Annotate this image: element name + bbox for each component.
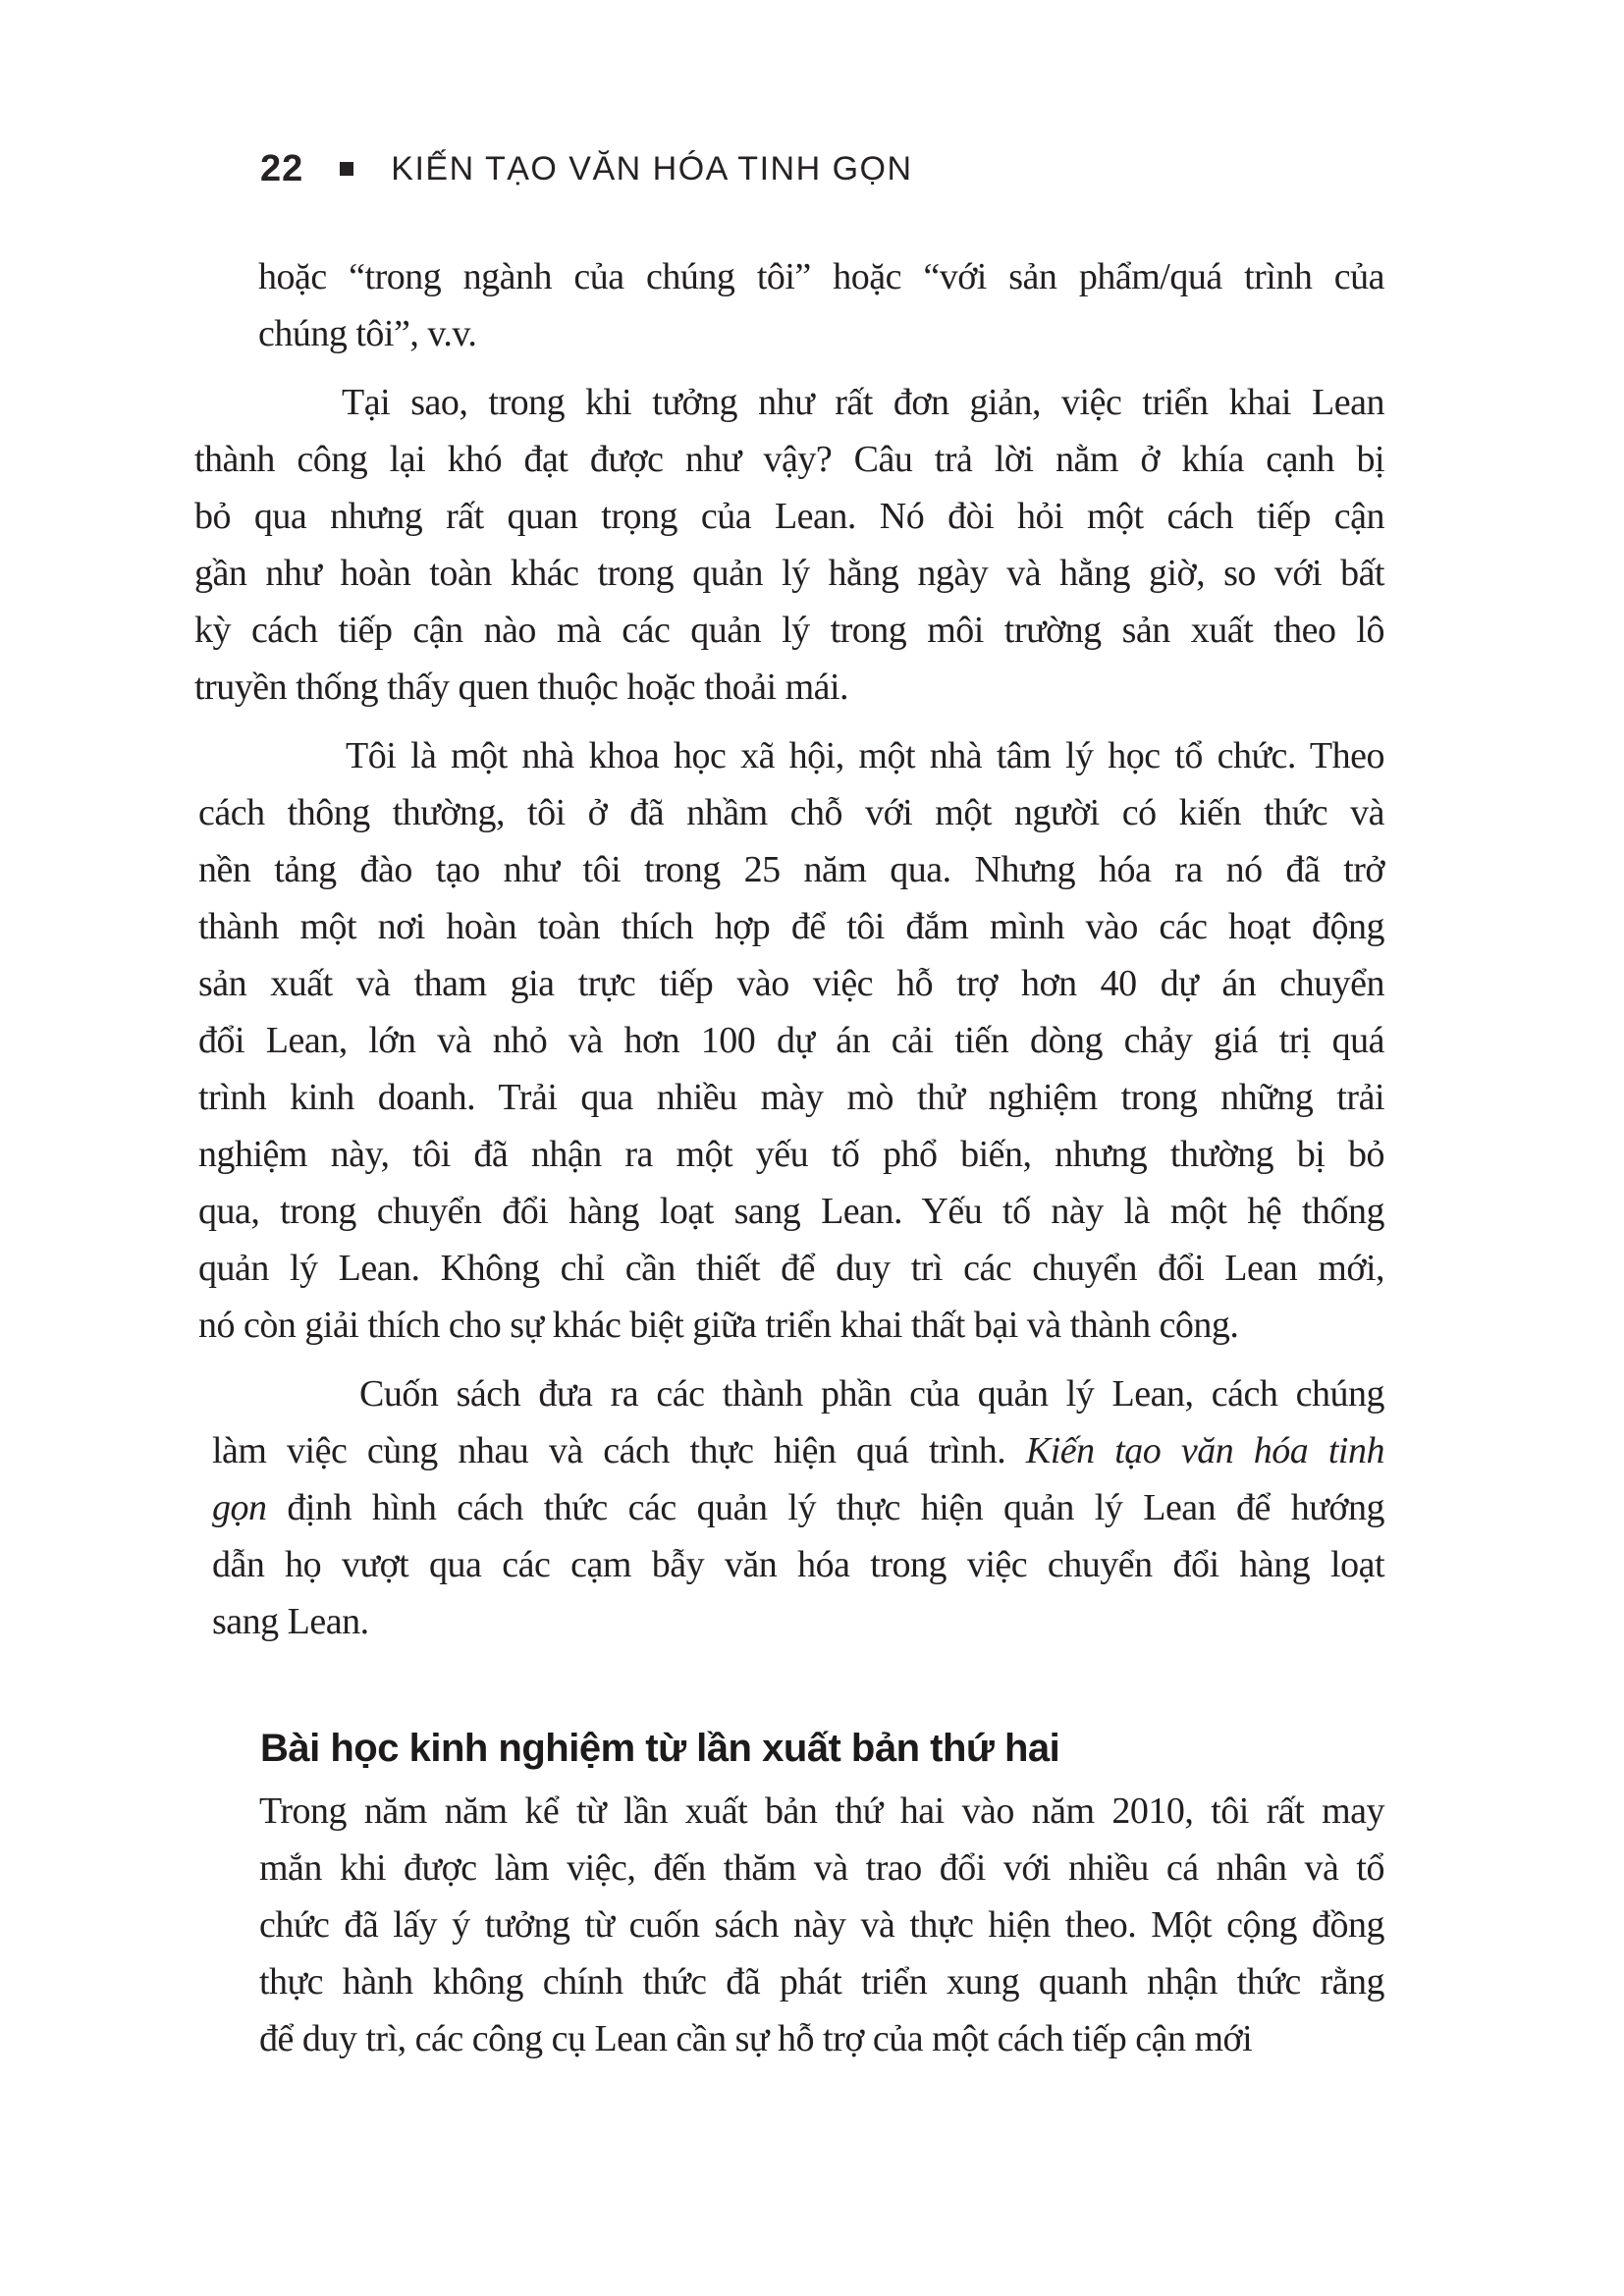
text-line <box>198 841 1384 898</box>
text-line <box>198 784 1384 841</box>
book-title-italic: gọn <box>212 1487 267 1528</box>
text-segment: để duy trì, các công cụ Lean cần sự hỗ trợ của một cách tiếp cận mới <box>259 2018 1253 2059</box>
text-segment: Cuốn sách đưa ra các thành phần của quản lý Lean, cách chúng <box>359 1373 1384 1415</box>
text-line <box>258 305 1384 362</box>
page-body <box>194 248 1384 2079</box>
text-line <box>194 374 1384 431</box>
paragraph <box>258 248 1384 362</box>
text-segment: Tại sao, trong khi tưởng như rất đơn giản, việc triển khai Lean <box>342 382 1384 423</box>
text-segment: định hình cách thức các quản lý thực hiện quản lý Lean để hướng <box>266 1487 1384 1528</box>
text-line <box>212 1365 1384 1422</box>
text-line <box>259 1896 1384 1953</box>
text-line <box>212 1422 1384 1479</box>
text-segment: chúng tôi”, v.v. <box>258 313 477 354</box>
text-line <box>198 955 1384 1012</box>
text-segment: sang Lean. <box>212 1601 369 1642</box>
text-segment: chức đã lấy ý tưởng từ cuốn sách này và thực hiện theo. Một cộng đồng <box>259 1904 1384 1946</box>
text-line <box>194 545 1384 602</box>
text-line <box>198 898 1384 955</box>
paragraph <box>212 1365 1384 1650</box>
text-line <box>194 431 1384 488</box>
text-segment: quản lý Lean. Không chỉ cần thiết để duy trì các chuyển đổi Lean mới, <box>198 1248 1384 1289</box>
text-segment: sản xuất và tham gia trực tiếp vào việc hỗ trợ hơn 40 dự án chuyển <box>198 963 1384 1004</box>
text-segment: bỏ qua nhưng rất quan trọng của Lean. Nó đòi hỏi một cách tiếp cận <box>194 496 1384 537</box>
text-line <box>198 1183 1384 1240</box>
running-title: KIẾN TẠO VĂN HÓA TINH GỌN <box>391 150 913 187</box>
text-segment: Trong năm năm kể từ lần xuất bản thứ hai vào năm 2010, tôi rất may <box>259 1790 1384 1832</box>
text-segment: thực hành không chính thức đã phát triển xung quanh nhận thức rằng <box>259 1961 1384 2002</box>
running-header <box>260 149 913 188</box>
text-line <box>259 1783 1384 1840</box>
text-segment: truyền thống thấy quen thuộc hoặc thoải mái. <box>194 667 849 708</box>
paragraph <box>198 727 1384 1354</box>
text-line <box>198 727 1384 784</box>
text-line <box>212 1479 1384 1536</box>
text-line <box>198 1240 1384 1297</box>
text-segment: nó còn giải thích cho sự khác biệt giữa triển khai thất bại và thành công. <box>198 1305 1239 1346</box>
text-line <box>258 248 1384 305</box>
square-bullet-icon <box>340 162 353 176</box>
text-segment: qua, trong chuyển đổi hàng loạt sang Lean. Yếu tố này là một hệ thống <box>198 1191 1384 1232</box>
text-line <box>198 1126 1384 1183</box>
text-segment: trình kinh doanh. Trải qua nhiều mày mò thử nghiệm trong những trải <box>198 1077 1384 1118</box>
text-segment: nghiệm này, tôi đã nhận ra một yếu tố phổ biến, nhưng thường bị bỏ <box>198 1134 1384 1175</box>
page-number: 22 <box>260 148 304 189</box>
text-line <box>194 488 1384 545</box>
text-line <box>212 1536 1384 1593</box>
text-line <box>259 1840 1384 1896</box>
text-segment: làm việc cùng nhau và cách thực hiện quá trình. <box>212 1430 1026 1471</box>
text-segment: hoặc “trong ngành của chúng tôi” hoặc “với sản phẩm/quá trình của <box>258 256 1384 297</box>
section-heading: Bài học kinh nghiệm từ lần xuất bản thứ hai <box>260 1727 1060 1770</box>
text-segment: gần như hoàn toàn khác trong quản lý hằng ngày và hằng giờ, so với bất <box>194 553 1384 594</box>
text-segment: kỳ cách tiếp cận nào mà các quản lý trong môi trường sản xuất theo lô <box>194 610 1384 651</box>
text-line <box>259 2010 1384 2067</box>
paragraph <box>194 374 1384 716</box>
text-segment: thành công lại khó đạt được như vậy? Câu trả lời nằm ở khía cạnh bị <box>194 439 1384 480</box>
text-segment: dẫn họ vượt qua các cạm bẫy văn hóa trong việc chuyển đổi hàng loạt <box>212 1544 1384 1585</box>
text-line <box>259 1953 1384 2010</box>
text-segment: đổi Lean, lớn và nhỏ và hơn 100 dự án cải tiến dòng chảy giá trị quá <box>198 1020 1384 1061</box>
text-segment: cách thông thường, tôi ở đã nhầm chỗ với một người có kiến thức và <box>198 792 1384 833</box>
text-line <box>198 1297 1384 1354</box>
text-line <box>212 1593 1384 1650</box>
text-line <box>198 1069 1384 1126</box>
paragraph <box>259 1783 1384 2067</box>
intro-paragraphs <box>194 248 1384 1650</box>
text-line <box>194 602 1384 659</box>
text-line <box>198 1012 1384 1069</box>
text-segment: Tôi là một nhà khoa học xã hội, một nhà tâm lý học tổ chức. Theo <box>346 735 1384 776</box>
outro-paragraphs <box>194 1783 1384 2067</box>
text-segment: nền tảng đào tạo như tôi trong 25 năm qua. Nhưng hóa ra nó đã trở <box>198 849 1384 890</box>
text-segment: thành một nơi hoàn toàn thích hợp để tôi đắm mình vào các hoạt động <box>198 906 1384 947</box>
text-segment: mắn khi được làm việc, đến thăm và trao đổi với nhiều cá nhân và tổ <box>259 1847 1384 1889</box>
book-title-italic: Kiến tạo văn hóa tinh <box>1025 1430 1384 1471</box>
text-line <box>194 659 1384 716</box>
